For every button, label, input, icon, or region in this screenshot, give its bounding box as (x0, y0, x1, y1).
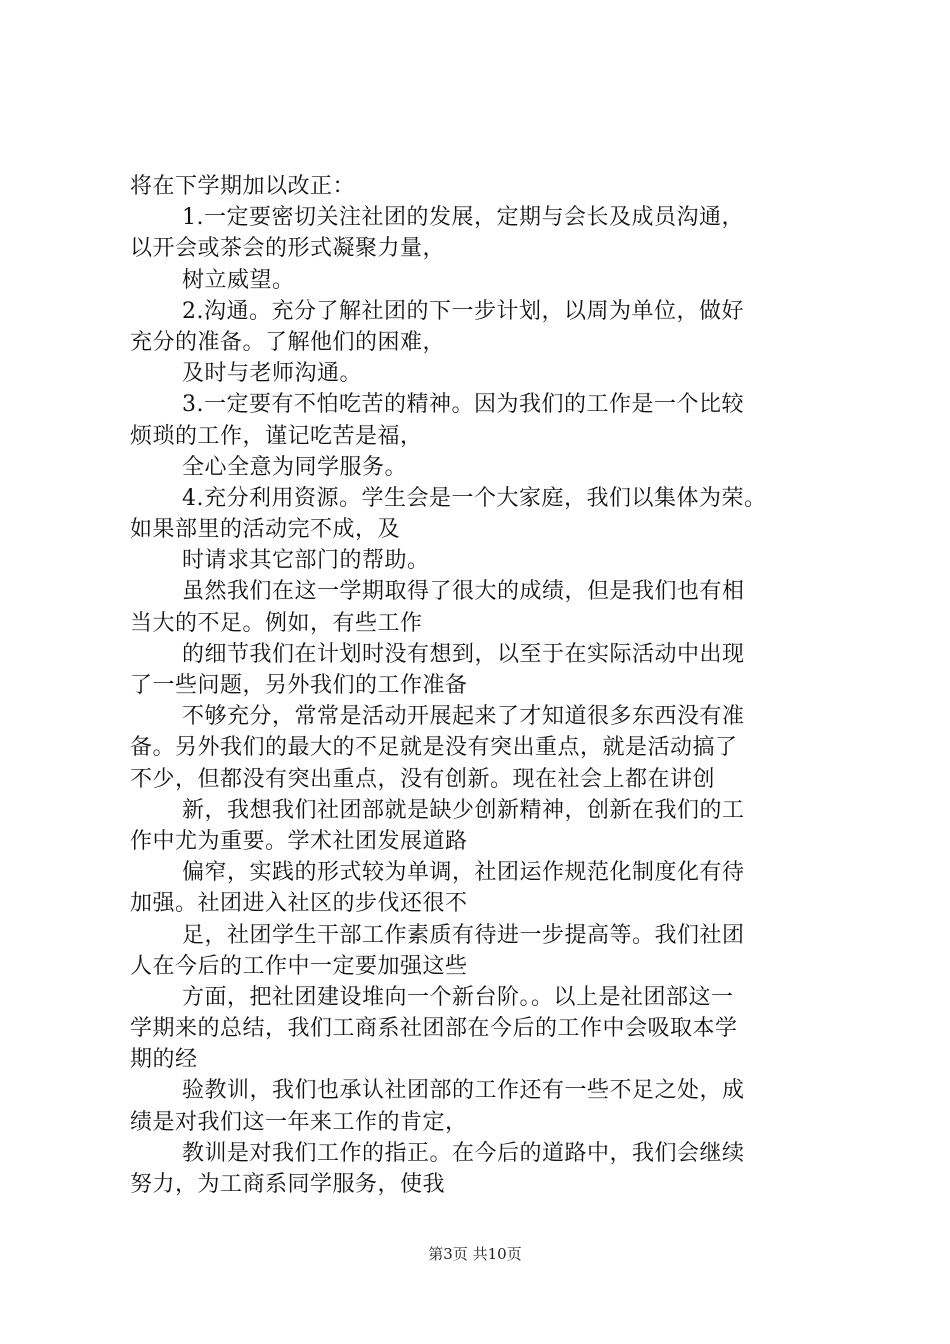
text-line: 期的经 (130, 1047, 198, 1073)
text-line: 学期来的总结，我们工商系社团部在今后的工作中会吸取本学 (130, 1016, 738, 1042)
text-line: 及时与老师沟通。 (182, 361, 363, 387)
text-line: 4.充分利用资源。学生会是一个大家庭，我们以集体为荣。 (182, 485, 767, 511)
text-line: 不够充分，常常是活动开展起来了才知道很多东西没有准 (182, 704, 745, 730)
text-line: 3.一定要有不怕吃苦的精神。因为我们的工作是一个比较 (182, 392, 744, 418)
text-line: 将在下学期加以改正： (130, 174, 356, 199)
text-line: 加强。社团进入社区的步伐还很不 (130, 891, 468, 917)
text-line: 全心全意为同学服务。 (182, 454, 408, 480)
text-line: 如果部里的活动完不成，及 (130, 517, 401, 543)
page-footer: 第3页 共10页 (428, 1245, 522, 1263)
text-line: 新，我想我们社团部就是缺少创新精神，创新在我们的工 (182, 797, 745, 823)
text-line: 当大的不足。例如，有些工作 (130, 610, 423, 636)
text-line: 努力，为工商系同学服务，使我 (130, 1172, 446, 1197)
text-line: 烦琐的工作，谨记吃苦是福， (130, 423, 423, 449)
text-line: 1.一定要密切关注社团的发展，定期与会长及成员沟通， (182, 205, 744, 231)
text-line: 偏窄，实践的形式较为单调，社团运作规范化制度化有待 (182, 860, 745, 886)
text-line: 了一些问题，另外我们的工作准备 (130, 673, 468, 698)
body-text (130, 171, 845, 1200)
text-line: 不少，但都没有突出重点，没有创新。现在社会上都在讲创 (130, 766, 716, 792)
text-line: 的细节我们在计划时没有想到，以至于在实际活动中出现 (182, 641, 745, 667)
text-line: 虽然我们在这一学期取得了很大的成绩，但是我们也有相 (182, 579, 745, 605)
text-line: 绩是对我们这一年来工作的肯定， (130, 1109, 468, 1135)
text-line: 时请求其它部门的帮助。 (182, 548, 430, 574)
text-line: 验教训，我们也承认社团部的工作还有一些不足之处，成 (182, 1078, 745, 1104)
text-line: 树立威望。 (182, 267, 295, 293)
text-line: 备。另外我们的最大的不足就是没有突出重点，就是活动搞了 (130, 735, 738, 761)
text-line: 方面，把社团建设堆向一个新台阶。。以上是社团部这一 (182, 984, 734, 1010)
text-line: 以开会或茶会的形式凝聚力量， (130, 236, 446, 262)
text-line: 充分的准备。了解他们的困难， (130, 329, 446, 355)
text-line: 2.沟通。充分了解社团的下一步计划，以周为单位，做好 (182, 298, 744, 324)
text-line: 作中尤为重要。学术社团发展道路 (130, 828, 468, 854)
text-line: 教训是对我们工作的指正。在今后的道路中，我们会继续 (182, 1140, 745, 1166)
text-line: 足，社团学生干部工作素质有待进一步提高等。我们社团 (182, 922, 745, 948)
text-line: 人在今后的工作中一定要加强这些 (130, 953, 468, 979)
